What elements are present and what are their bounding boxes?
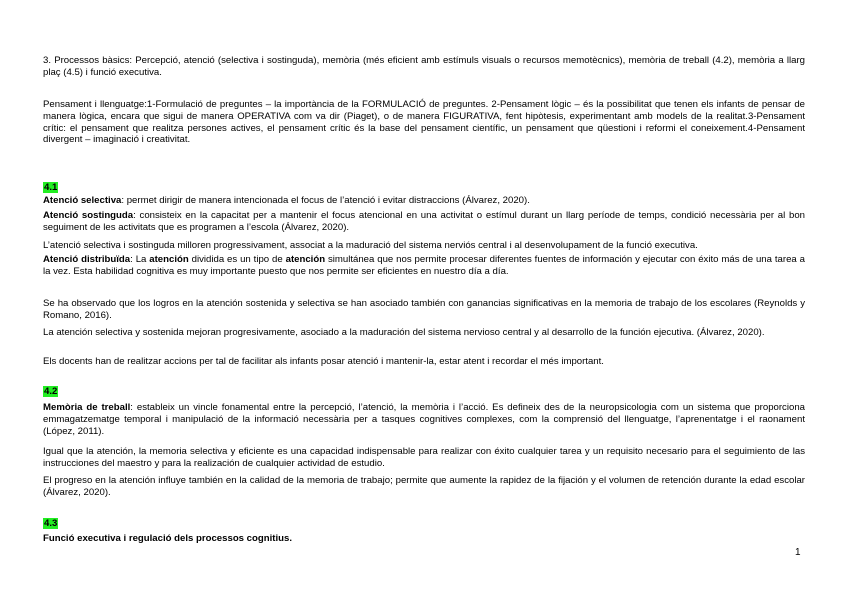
- paragraph-igual-atencion: [43, 446, 805, 470]
- section-label: 4.2: [44, 386, 58, 397]
- bold-word: atención: [285, 254, 326, 265]
- page-number: 1: [795, 547, 801, 558]
- bold-word: atención: [149, 254, 189, 265]
- paragraph-docents: [43, 356, 805, 368]
- section-label: 4.3: [44, 518, 58, 529]
- term-atencio-selectiva: Atenció selectiva: [43, 195, 122, 206]
- section-4-2-label: [43, 386, 805, 398]
- paragraph-logros: [43, 298, 805, 322]
- body-text: Els docents han de realitzar accions per tal de facilitar als infants posar atenció i mantenir-la, estar atent i recordar el més important.: [43, 356, 604, 367]
- definition-text: : consisteix en la capacitat per a mantenir el focus atencional en una activitat o estímul durant un llarg període de temps, condició necessària per al bon seguiment de les activitats que es programen a l’escola (Álvarez, 2020).: [43, 210, 806, 233]
- body-text: dividida es un tipo de: [188, 254, 286, 265]
- section-4-1-label: [43, 182, 805, 194]
- intro-text: 3. Processos bàsics: Percepció, atenció (selectiva i sostinguda), memòria (més eficient amb estímuls visuals o recursos memotècnics), memòria de treball (4.2), memòria a llarg plaç (4.5) i funció executiva.: [43, 55, 805, 78]
- definition-text: : permet dirigir de manera intencionada el focus de l’atenció i evitar distraccions (Álvarez, 2020).: [121, 195, 530, 206]
- heading-funcio-executiva: Funció executiva i regulació dels processos cognitius.: [43, 533, 292, 544]
- intro-paragraph-processos: [43, 55, 805, 79]
- term-atencio-distribuida: Atenció distribuïda: [43, 254, 131, 265]
- body-text: simultánea que nos permite procesar diferentes fuentes de información y ejecutar con éxito más de una tarea a la vez. Esta habilidad cognitiva es muy importante puesto que nos permite ser eficientes en nuestro día a día.: [43, 254, 805, 277]
- body-text: El progreso en la atención influye también en la calidad de la memoria de trabajo; permite que aumente la rapidez de la fijación y el volumen de retención durante la edad escolar (Álvarez, 2020).: [43, 475, 805, 498]
- body-text: La atención selectiva y sostenida mejoran progresivamente, asociado a la maduración del sistema nervioso central y al desarrollo de la función ejecutiva. (Álvarez, 2020).: [43, 327, 765, 338]
- term-atencio-sostinguda: Atenció sostinguda: [43, 210, 134, 221]
- intro-text: Pensament i llenguatge:1-Formulació de preguntes – la importància de la FORMULACIÓ de preguntes. 2-Pensament lògic – és la possibilitat que tenen els infants de pensar de manera lògica, encara que sigui de manera OPERATIVA com va dir (Piaget), o de manera FIGURATIVA, fent hipòtesis, experimentant amb models de la realitat.3-Pensament crític: el pensament que realitza persones actives, el pensament crític és la base del pensament científic, un pensament que qüestioni i reformi el coneixement.4-Pensament divergent – imaginació i creativitat.: [43, 99, 805, 146]
- body-text: Igual que la atención, la memoria selectiva y eficiente es una capacidad indispensable para realizar con éxito cualquier tarea y un requisito necesario para el seguimiento de las instrucciones del maestro y para la realización de cualquier actividad de estudio.: [43, 446, 805, 469]
- intro-paragraph-pensament: [43, 99, 805, 146]
- body-text: L’atenció selectiva i sostinguda milloren progressivament, associat a la maduració del sistema nerviós central i al desenvolupament de la funció executiva.: [43, 240, 698, 251]
- paragraph-maduracio: [43, 240, 805, 252]
- section-4-3-label: [43, 518, 805, 530]
- paragraph-memoria-treball: [43, 402, 805, 437]
- paragraph-atencio-sostinguda: [43, 210, 805, 234]
- definition-text: : estableix un vincle fonamental entre la percepció, l’atenció, la memòria i l’acció. Es defineix des de la neuropsicologia com un sistema que proporciona emmagatzematge temporal i manipulació de la informació necessària per a tasques cognitives complexes, com la comprensió del llenguatge, l’aprenentatge i el raonament (López, 2011).: [43, 402, 805, 437]
- paragraph-atencio-distribuida: [43, 254, 805, 278]
- section-4-3-title: [43, 533, 805, 545]
- paragraph-progreso: [43, 475, 805, 499]
- body-text: : La: [130, 254, 150, 265]
- section-label: 4.1: [44, 182, 58, 193]
- body-text: Se ha observado que los logros en la atención sostenida y selectiva se han asociado también con ganancias significativas en la memoria de trabajo de los escolares (Reynolds y Romano, 2016).: [43, 298, 805, 321]
- paragraph-atencio-selectiva: [43, 195, 805, 207]
- paragraph-mejoran: [43, 327, 805, 339]
- term-memoria-treball: Memòria de treball: [43, 402, 131, 413]
